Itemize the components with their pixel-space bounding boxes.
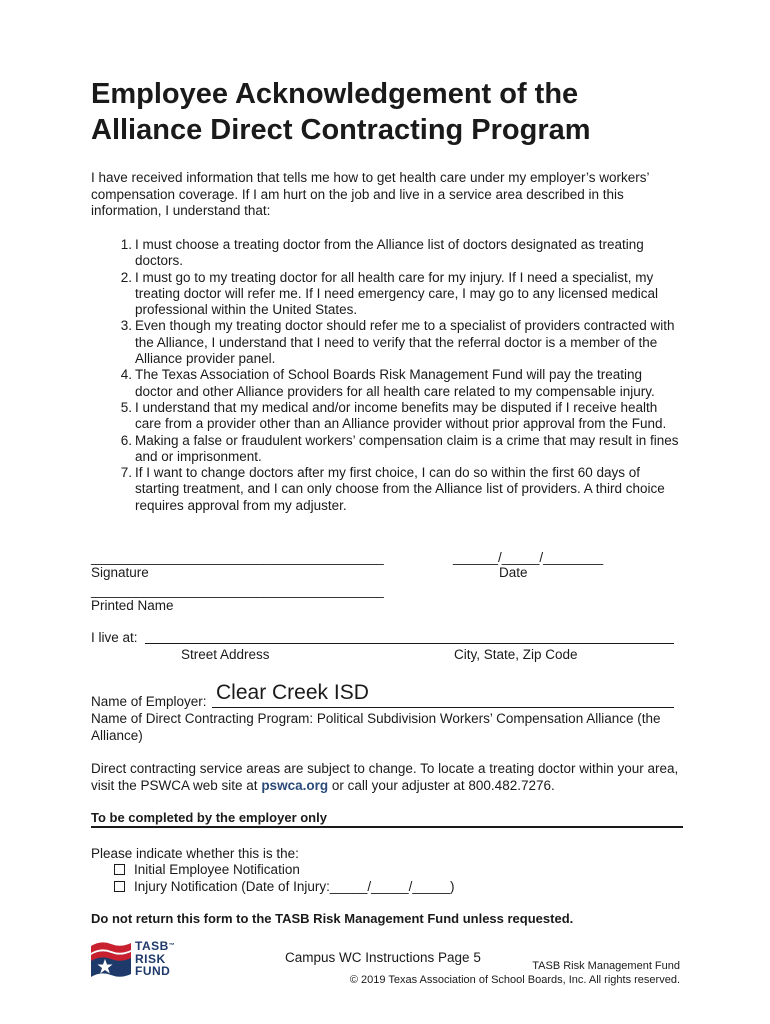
- section-divider: [91, 826, 683, 828]
- acknowledgement-list: [91, 237, 683, 514]
- list-item-text: Even though my treating doctor should refer me to a specialist of providers contracted with the Alliance, I understand that I need to verify that the referral doctor is a member of the Alliance provider panel.: [135, 318, 675, 367]
- list-item-number: 2.: [120, 269, 132, 285]
- title-line-2: Alliance Direct Contracting Program: [91, 114, 591, 146]
- list-item-text: I must go to my treating doctor for all health care for my injury. If I need a specialist, my treating doctor will refer me. If I need emergency care, I may go to any licensed medical professional within the United States.: [135, 269, 658, 318]
- list-item-text: I understand that my medical and/or income benefits may be disputed if I receive health care from a provider other than an Alliance provider without prior approval from the Fund.: [135, 399, 667, 432]
- list-item-number: 5.: [120, 399, 132, 415]
- flag-icon: [89, 940, 133, 980]
- street-address-label: Street Address: [181, 647, 270, 662]
- printed-name-label: Printed Name: [91, 598, 174, 613]
- logo-text-fund: FUND: [135, 964, 171, 978]
- return-notice: Do not return this form to the TASB Risk Management Fund unless requested.: [91, 911, 574, 926]
- list-item-number: 4.: [120, 367, 132, 383]
- list-item-number: 7.: [120, 465, 132, 481]
- title-line-1: Employee Acknowledgement of the: [91, 78, 579, 110]
- pswca-link[interactable]: pswca.org: [261, 777, 329, 793]
- list-item: [91, 318, 683, 367]
- date-label: Date: [499, 565, 528, 580]
- option-injury-notification[interactable]: [114, 879, 454, 894]
- logo-text-tasb: TASB: [135, 939, 169, 953]
- service-text: Direct contracting service areas are subject to change. To locate a treating doctor within your area, visit the PSWCA web site at: [91, 761, 679, 793]
- service-text-end: or call your adjuster at 800.482.7276.: [328, 777, 555, 793]
- service-paragraph: [91, 761, 683, 794]
- injury-notification-checkbox[interactable]: [114, 881, 125, 892]
- tasb-risk-fund-logo: [89, 940, 184, 980]
- option-initial-notification[interactable]: [114, 862, 300, 877]
- live-at-label: I live at:: [91, 630, 138, 645]
- footer-page-label: Campus WC Instructions Page 5: [285, 950, 481, 965]
- list-item-number: 1.: [120, 237, 132, 252]
- list-item: [91, 367, 683, 400]
- initial-notification-label: Initial Employee Notification: [134, 862, 300, 877]
- footer-org: TASB Risk Management Fund: [532, 960, 680, 972]
- trademark-symbol: ™: [168, 943, 176, 949]
- page-title: [91, 76, 691, 148]
- list-item: [91, 465, 683, 514]
- employer-input-line: [212, 707, 674, 708]
- address-input[interactable]: [145, 643, 674, 644]
- list-item: [91, 237, 683, 270]
- logo-text-risk: RISK: [135, 951, 166, 966]
- signature-label: Signature: [91, 565, 149, 580]
- injury-notification-label: Injury Notification (Date of Injury:_____/_____/_____): [134, 879, 455, 894]
- printed-name-input[interactable]: _______________________________________: [91, 583, 384, 598]
- list-item-number: 3.: [120, 318, 132, 334]
- signature-input[interactable]: _______________________________________: [91, 550, 384, 565]
- list-item: [91, 433, 683, 466]
- list-item: [91, 270, 683, 319]
- employer-input[interactable]: Clear Creek ISD: [216, 681, 369, 704]
- list-item-number: 6.: [120, 432, 132, 448]
- employer-label: Name of Employer:: [91, 694, 207, 709]
- list-item-text: If I want to change doctors after my first choice, I can do so within the first 60 days of starting treatment, and I can only choose from the Alliance list of providers. A third choice requires approval from my adjuster.: [135, 465, 665, 513]
- list-item: [91, 400, 683, 433]
- initial-notification-checkbox[interactable]: [114, 864, 125, 875]
- intro-paragraph: I have received information that tells me how to get health care under my employer’s workers’ compensation coverage. If I am hurt on the job and live in a service area described in this information, I understand that:: [91, 170, 650, 218]
- list-item-text: Making a false or fraudulent workers’ compensation claim is a crime that may result in fines and or imprisonment.: [135, 432, 679, 464]
- indicate-prompt: Please indicate whether this is the:: [91, 846, 299, 861]
- city-state-zip-label: City, State, Zip Code: [454, 647, 578, 662]
- list-item-text: I must choose a treating doctor from the Alliance list of doctors designated as treating doctors.: [135, 237, 644, 269]
- list-item-text: The Texas Association of School Boards Risk Management Fund will pay the treating doctor and other Alliance providers for all health care related to my compensable injury.: [135, 367, 655, 399]
- employer-section-heading: To be completed by the employer only: [91, 810, 327, 825]
- program-name: Name of Direct Contracting Program: Political Subdivision Workers’ Compensation Alliance (the Alliance): [91, 711, 661, 743]
- date-input[interactable]: ______/_____/________: [453, 550, 604, 565]
- logo-wordmark: [135, 940, 175, 978]
- footer-copyright: © 2019 Texas Association of School Boards, Inc. All rights reserved.: [349, 974, 680, 986]
